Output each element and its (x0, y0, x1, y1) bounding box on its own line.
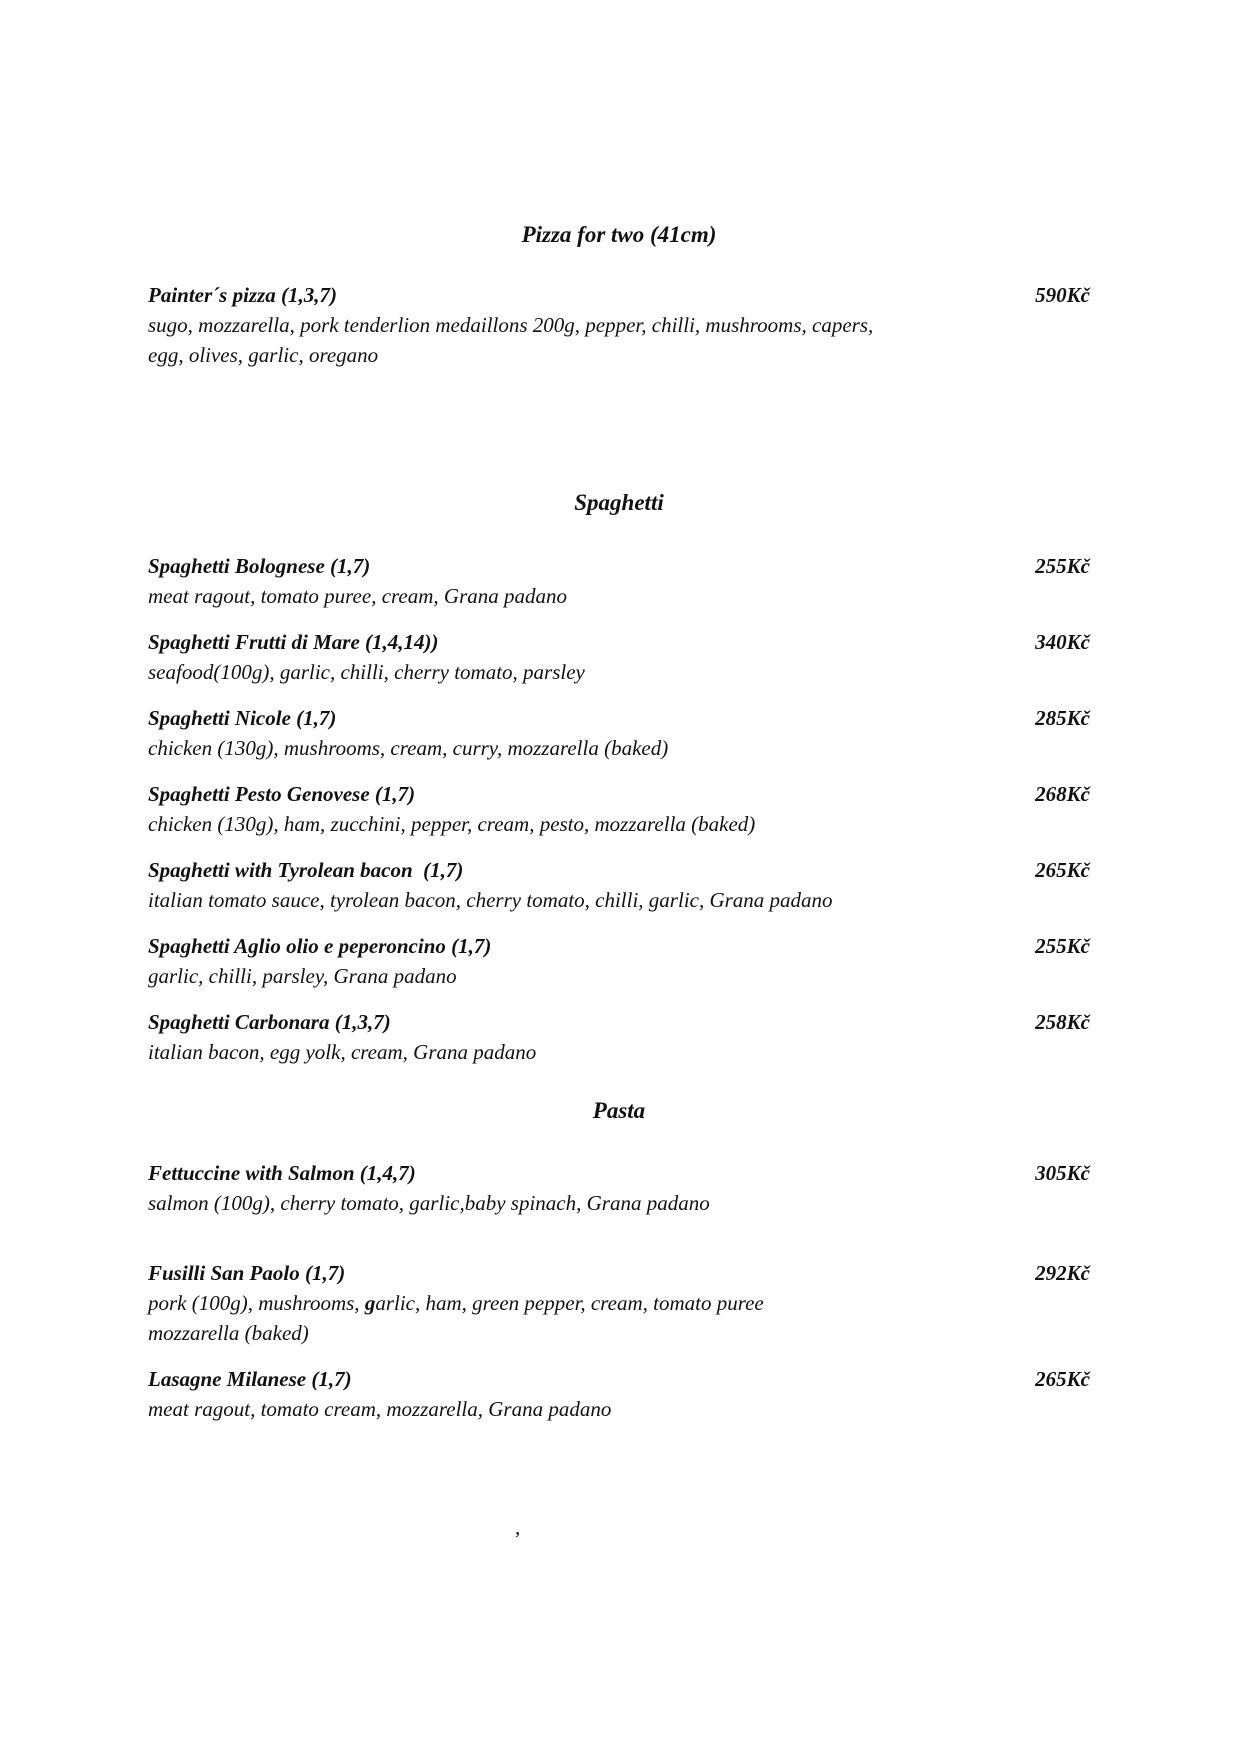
item-price: 255Kč (1035, 554, 1090, 578)
item-price: 258Kč (1035, 1010, 1090, 1034)
section-heading: Pasta (592, 1098, 646, 1123)
item-name: Lasagne Milanese (1,7) (148, 1367, 352, 1391)
item-name-row (148, 280, 1090, 310)
item-description-line (148, 1288, 1090, 1318)
item-name: Spaghetti Bolognese (1,7) (148, 554, 371, 578)
item-name: Fettuccine with Salmon (1,4,7) (148, 1161, 416, 1185)
item-description-line: sugo, mozzarella, pork tenderlion medaillons 200g, pepper, chilli, mushrooms, capers, (148, 313, 874, 337)
item-price: 590Kč (1035, 283, 1090, 307)
item-name: Spaghetti with Tyrolean bacon (1,7) (148, 858, 464, 882)
item-description-line: salmon (100g), cherry tomato, garlic,baby spinach, Grana padano (148, 1191, 710, 1215)
item-price: 305Kč (1035, 1161, 1090, 1185)
item-description-line: seafood(100g), garlic, chilli, cherry tomato, parsley (148, 660, 585, 684)
item-name: Spaghetti Frutti di Mare (1,4,14)) (148, 630, 439, 654)
item-name-row (148, 855, 1090, 885)
menu-item (148, 779, 1090, 839)
item-description-part: pork (100g), mushrooms, (148, 1291, 365, 1315)
item-description-line: italian tomato sauce, tyrolean bacon, cherry tomato, chilli, garlic, Grana padano (148, 888, 833, 912)
item-name-row (148, 931, 1090, 961)
section-heading: Pizza for two (41cm) (521, 222, 717, 247)
item-name-row (148, 1364, 1090, 1394)
menu-section (148, 220, 1090, 386)
item-price: 268Kč (1035, 782, 1090, 806)
item-description-line: garlic, chilli, parsley, Grana padano (148, 964, 457, 988)
menu-item (148, 280, 1090, 370)
item-name-row (148, 1007, 1090, 1037)
menu-item (148, 551, 1090, 611)
menu-document (148, 0, 1090, 1542)
item-name: Painter´s pizza (1,3,7) (148, 283, 337, 307)
item-description-line: egg, olives, garlic, oregano (148, 343, 379, 367)
menu-item (148, 931, 1090, 991)
item-name: Spaghetti Carbonara (1,3,7) (148, 1010, 391, 1034)
item-description-line: chicken (130g), mushrooms, cream, curry, mozzarella (baked) (148, 736, 669, 760)
item-name: Spaghetti Nicole (1,7) (148, 706, 337, 730)
item-price: 255Kč (1035, 934, 1090, 958)
menu-item (148, 1364, 1090, 1424)
stray-comma: , (515, 1515, 521, 1539)
item-name: Spaghetti Aglio olio e peperoncino (1,7) (148, 934, 492, 958)
item-name-row (148, 779, 1090, 809)
item-price: 292Kč (1035, 1261, 1090, 1285)
item-name-row (148, 703, 1090, 733)
item-name-row (148, 627, 1090, 657)
item-description-line: mozzarella (baked) (148, 1321, 309, 1345)
menu-item (148, 1158, 1090, 1218)
menu-item (148, 855, 1090, 915)
item-name-row (148, 1158, 1090, 1188)
item-description-line: italian bacon, egg yolk, cream, Grana padano (148, 1040, 537, 1064)
item-name-row (148, 551, 1090, 581)
item-description-part: g (364, 1291, 376, 1315)
menu-sections (148, 220, 1090, 1440)
menu-section (148, 1096, 1090, 1440)
item-price: 285Kč (1035, 706, 1090, 730)
item-name-row (148, 1258, 1090, 1288)
item-price: 340Kč (1035, 630, 1090, 654)
menu-item (148, 627, 1090, 687)
menu-item (148, 703, 1090, 763)
item-description-line: meat ragout, tomato cream, mozzarella, Grana padano (148, 1397, 612, 1421)
item-price: 265Kč (1035, 1367, 1090, 1391)
item-description-line: meat ragout, tomato puree, cream, Grana padano (148, 584, 567, 608)
menu-item (148, 1258, 1090, 1348)
item-name: Fusilli San Paolo (1,7) (148, 1261, 346, 1285)
item-description-part: arlic, ham, green pepper, cream, tomato puree (375, 1291, 764, 1315)
item-price: 265Kč (1035, 858, 1090, 882)
menu-item (148, 1007, 1090, 1067)
menu-section (148, 488, 1090, 1083)
item-name: Spaghetti Pesto Genovese (1,7) (148, 782, 416, 806)
item-description-line: chicken (130g), ham, zucchini, pepper, cream, pesto, mozzarella (baked) (148, 812, 756, 836)
section-heading: Spaghetti (574, 490, 664, 515)
